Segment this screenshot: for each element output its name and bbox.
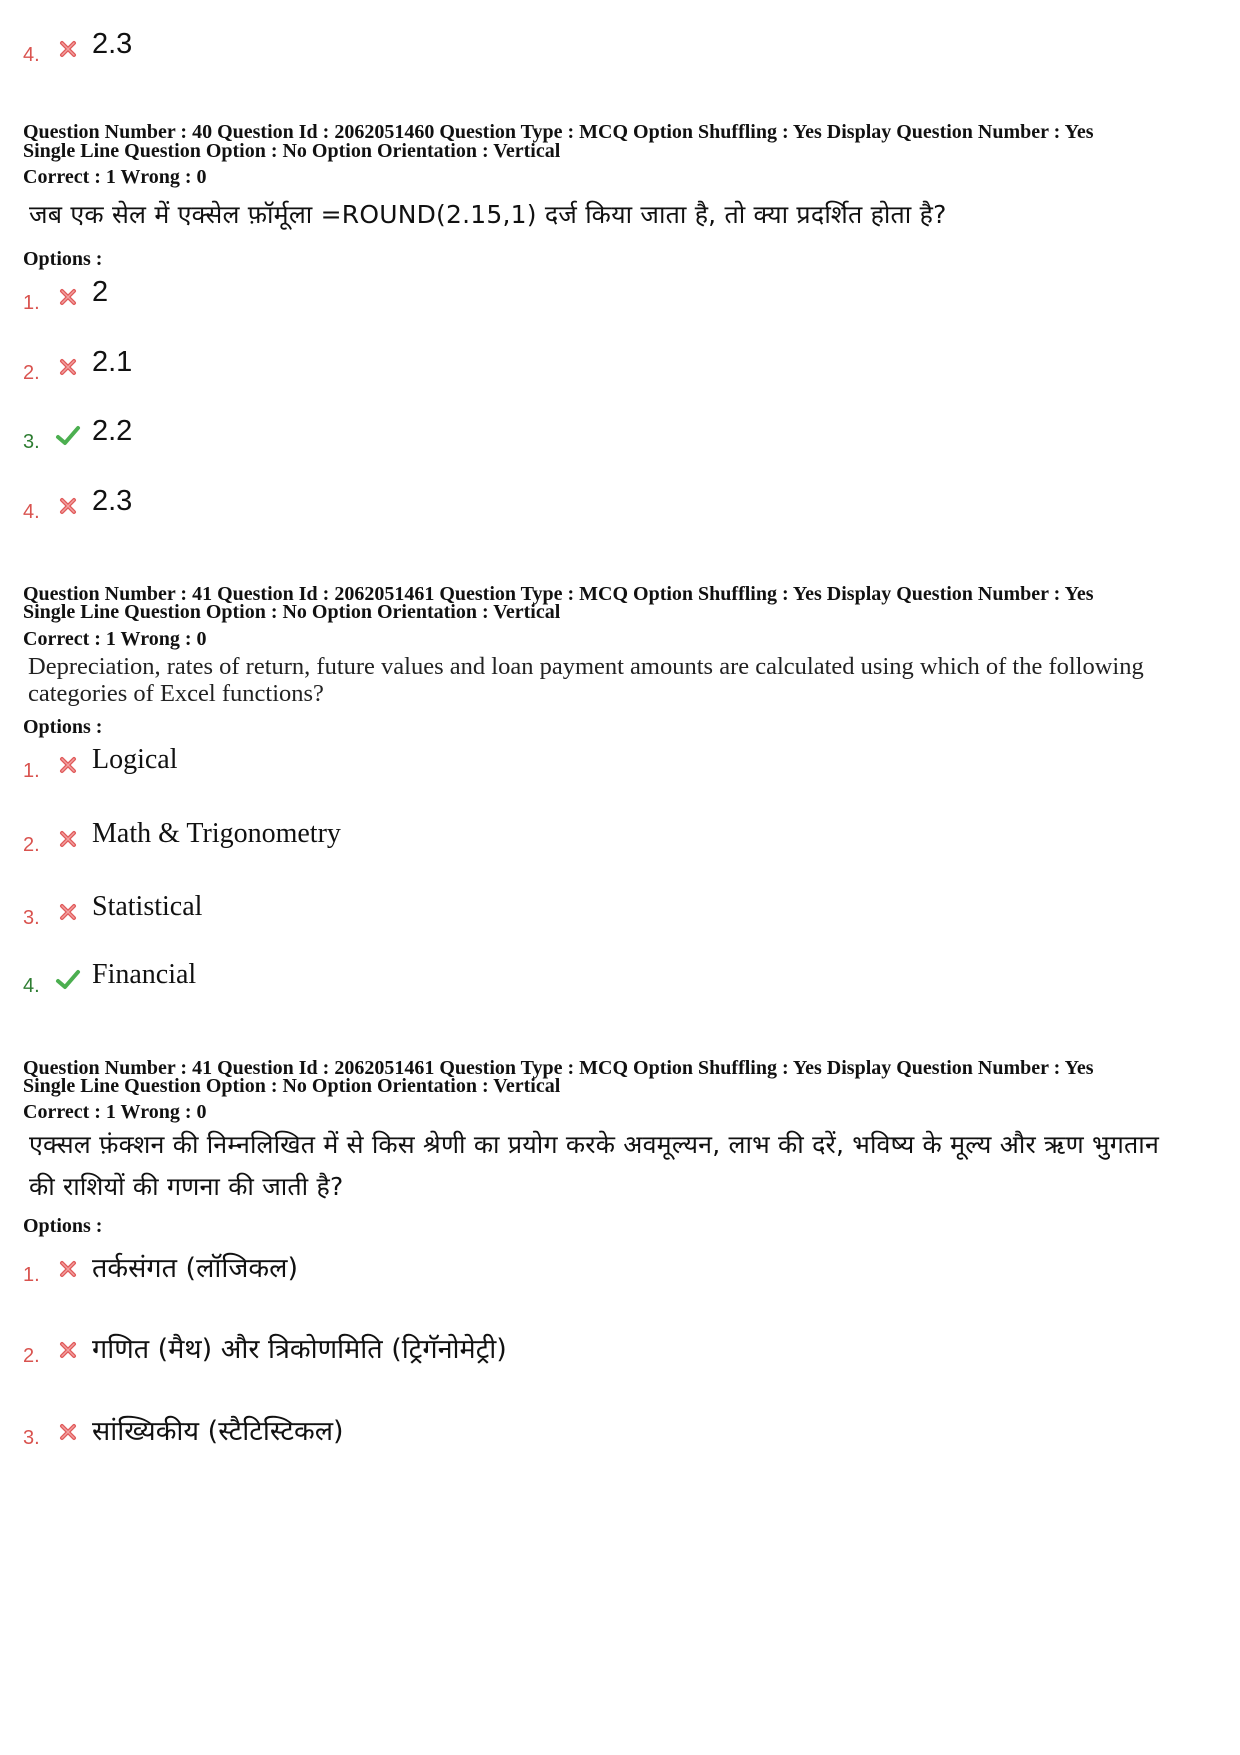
cross-icon	[55, 284, 81, 310]
cross-icon	[55, 1419, 81, 1445]
option-item	[23, 959, 1123, 999]
question-text: जब एक सेल में एक्सेल फ़ॉर्मूला =ROUND(2.15,1) दर्ज किया जाता है, तो क्या प्रदर्शित होता है?	[29, 200, 947, 229]
question-meta: Single Line Question Option : No Option Orientation : Vertical	[23, 140, 561, 162]
option-text: गणित (मैथ) और त्रिकोणमिति (ट्रिगॅनोमेट्री)	[92, 1334, 507, 1365]
option-text: 2.1	[92, 346, 133, 378]
cross-icon	[55, 354, 81, 380]
question-text: Depreciation, rates of return, future values and loan payment amounts are calculated using which of the following categories of Excel functions?	[28, 653, 1144, 707]
option-text: 2.3	[92, 28, 133, 60]
option-text: Logical	[92, 744, 178, 775]
option-item	[23, 744, 1123, 784]
option-item	[23, 818, 1123, 858]
option-item	[23, 346, 1123, 386]
options-label: Options :	[23, 716, 103, 738]
option-item	[23, 485, 1123, 525]
option-item	[23, 28, 1123, 68]
option-item	[23, 276, 1123, 316]
check-icon	[55, 967, 81, 993]
question-meta: Question Number : 41 Question Id : 2062051461 Question Type : MCQ Option Shuffling : Yes Display Question Number : Yes	[23, 1057, 1094, 1079]
question-meta: Single Line Question Option : No Option Orientation : Vertical	[23, 1075, 561, 1097]
options-label: Options :	[23, 248, 103, 270]
option-number: 3.	[23, 1427, 40, 1449]
question-score: Correct : 1 Wrong : 0	[23, 628, 207, 650]
options-label: Options :	[23, 1215, 103, 1237]
option-number: 3.	[23, 907, 40, 929]
option-number: 2.	[23, 362, 40, 384]
question-meta: Single Line Question Option : No Option Orientation : Vertical	[23, 601, 561, 623]
option-number: 2.	[23, 834, 40, 856]
option-number: 4.	[23, 44, 40, 66]
question-text: एक्सल फ़ंक्शन की निम्नलिखित में से किस श्रेणी का प्रयोग करके अवमूल्यन, लाभ की दरें, भविष्य के मूल्य और ऋण भुगतान की राशियों की गणना की जाती है?	[29, 1130, 1160, 1201]
option-number: 1.	[23, 292, 40, 314]
cross-icon	[55, 899, 81, 925]
cross-icon	[55, 1337, 81, 1363]
cross-icon	[55, 826, 81, 852]
option-number: 4.	[23, 501, 40, 523]
option-text: 2	[92, 276, 109, 308]
question-meta: Question Number : 40 Question Id : 2062051460 Question Type : MCQ Option Shuffling : Yes Display Question Number : Yes	[23, 121, 1094, 143]
option-item	[23, 1411, 1123, 1451]
cross-icon	[55, 493, 81, 519]
option-item	[23, 1329, 1123, 1369]
option-text: Math & Trigonometry	[92, 818, 341, 849]
option-number: 1.	[23, 760, 40, 782]
cross-icon	[55, 36, 81, 62]
option-text: तर्कसंगत (लॉजिकल)	[92, 1253, 298, 1284]
option-item	[23, 415, 1123, 455]
option-text: Financial	[92, 959, 197, 990]
option-number: 2.	[23, 1345, 40, 1367]
option-text: सांख्यिकीय (स्टैटिस्टिकल)	[92, 1416, 344, 1447]
check-icon	[55, 423, 81, 449]
option-text: 2.2	[92, 415, 133, 447]
question-score: Correct : 1 Wrong : 0	[23, 166, 207, 188]
question-score: Correct : 1 Wrong : 0	[23, 1101, 207, 1123]
option-number: 3.	[23, 431, 40, 453]
cross-icon	[55, 1256, 81, 1282]
option-number: 4.	[23, 975, 40, 997]
question-meta: Question Number : 41 Question Id : 2062051461 Question Type : MCQ Option Shuffling : Yes Display Question Number : Yes	[23, 583, 1094, 605]
option-text: Statistical	[92, 891, 203, 922]
option-item	[23, 891, 1123, 931]
option-item	[23, 1248, 1123, 1288]
option-number: 1.	[23, 1264, 40, 1286]
cross-icon	[55, 752, 81, 778]
option-text: 2.3	[92, 485, 133, 517]
